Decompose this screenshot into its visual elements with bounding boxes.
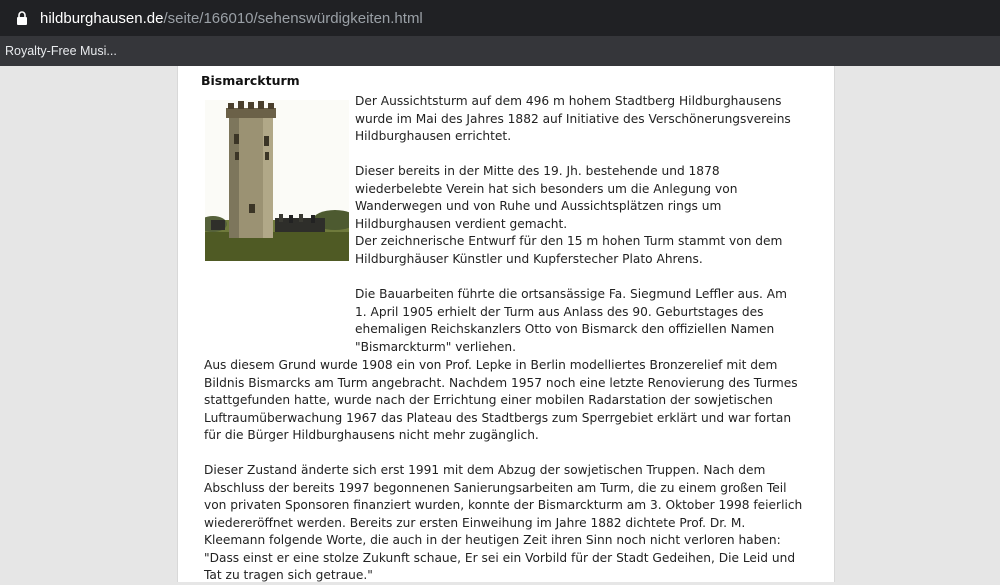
paragraph: Der Aussichtsturm auf dem 496 m hohem Stadtberg Hildburghausens wurde im Mai des Jahres 1882 auf Initiative des Verschönerungsvereins Hildburghausen errichtet. (355, 94, 791, 143)
article-content (177, 66, 835, 582)
paragraph: Dieser Zustand änderte sich erst 1991 mit dem Abzug der sowjetischen Truppen. Nach dem Abschluss der bereits 1997 begonnenen Sanierungsarbeiten am Turm, die zu einem großen Teil von privaten Sponsoren finanziert wurden, konnte der Bismarckturm am 3. Oktober 1998 feierlich wiedereröffnet werden. Bereits zur ersten Einweihung im Jahre 1882 dichtete Prof. Dr. M. Kleemann folgende Worte, die auch in der heutigen Zeit ihren Sinn noch nicht verloren haben: "Dass einst er eine stolze Zukunft schaue, Er sei ein Vorbild für der Stadt Gedeihen, Die Leid und Tat zu tragen sich getraue." (204, 463, 803, 582)
paragraph: Dieser bereits in der Mitte des 19. Jh. bestehende und 1878 wiederbelebte Verein hat sich besonders um die Anlegung von Wanderwegen und von Ruhe und Aussichtsplätzen rings um Hildburghausen verdient gemacht. (355, 164, 738, 231)
url-path[interactable]: /seite/166010/sehenswürdigkeiten.html (163, 9, 423, 27)
lock-icon[interactable] (16, 11, 28, 25)
paragraph: Die Bauarbeiten führte die ortsansässige Fa. Siegmund Leffler aus. Am 1. April 1905 erhielt der Turm aus Anlass des 90. Geburtstages des ehemaligen Reichskanzlers Otto von Bismarck den offiziellen Namen "Bismarckturm" verliehen. (355, 287, 788, 354)
paragraph: Der zeichnerische Entwurf für den 15 m hohen Turm stammt von dem Hildburghäuser Künstler und Kupferstecher Plato Ahrens. (355, 234, 783, 266)
tower-photo (205, 100, 349, 261)
article-title: Bismarckturm (201, 73, 300, 88)
paragraph: Aus diesem Grund wurde 1908 ein von Prof. Lepke in Berlin modelliertes Bronzerelief mit dem Bildnis Bismarcks am Turm angebracht. Nachdem 1957 noch eine letzte Renovierung des Turmes stattgefunden hatte, wurde nach der Errichtung einer mobilen Radarstation der sowjetischen Luftraumüberwachung 1967 das Plateau des Stadtbergs zum Sperrgebiet erklärt und war fortan für die Bürger Hildburghausens nicht mehr zugänglich. (204, 358, 798, 442)
url-host[interactable]: hildburghausen.de (40, 9, 164, 27)
bookmarks-bar (0, 36, 1000, 66)
address-bar[interactable] (0, 0, 1000, 36)
page-background (0, 66, 1000, 582)
bookmark-royalty-free-music[interactable]: Royalty-Free Musi... (5, 44, 117, 58)
